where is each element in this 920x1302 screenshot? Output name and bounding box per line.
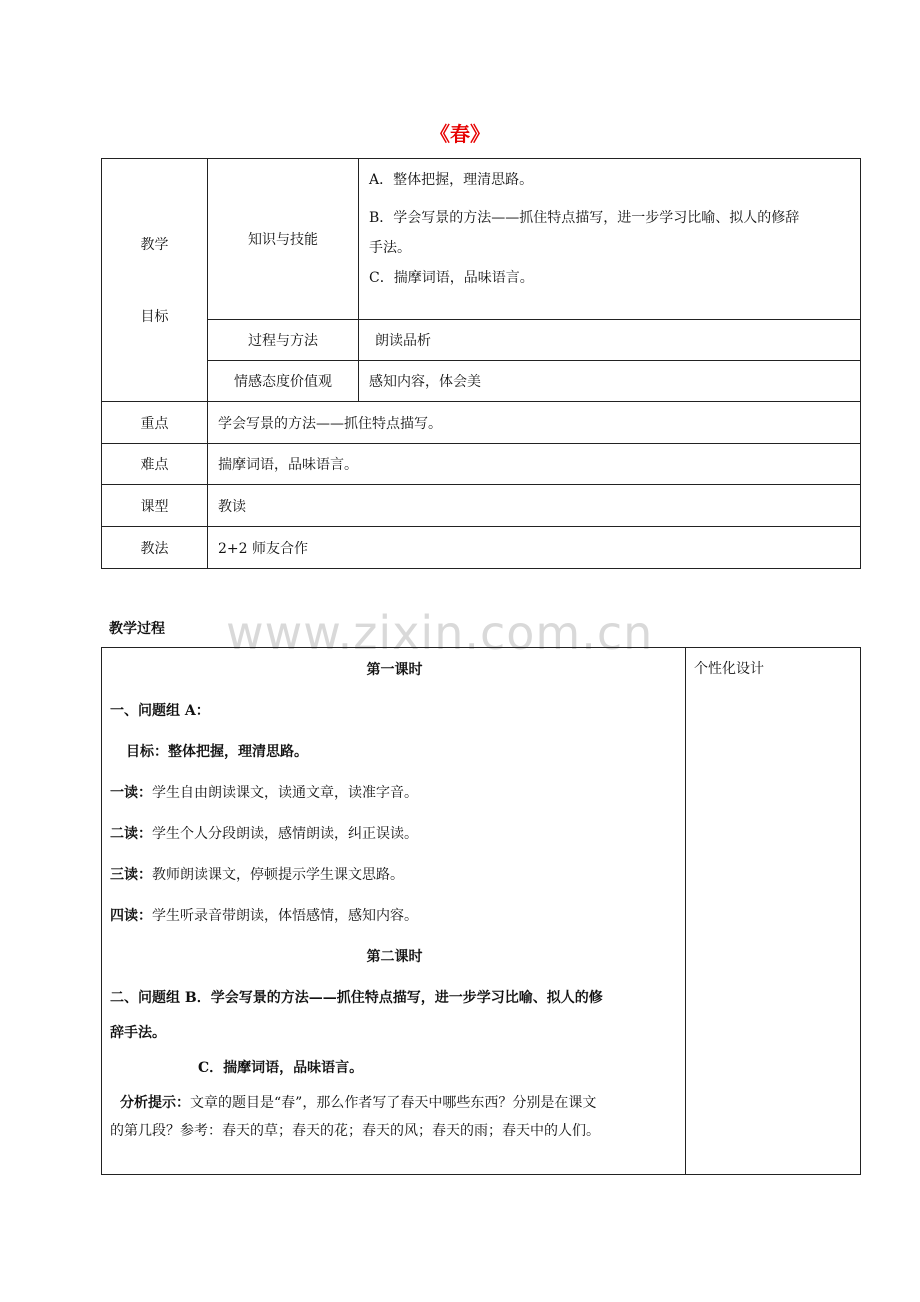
knowledge-item-b-cont: 手法。: [369, 240, 411, 256]
read-2: [110, 824, 679, 844]
read-3-label: 三读：: [110, 867, 152, 883]
process-method-value: 朗读品析: [359, 319, 861, 360]
read-4-text: 学生听录音带朗读，体悟感情，感知内容。: [152, 908, 418, 924]
group-b-line2: 辞手法。: [110, 1025, 166, 1041]
goal-label-1: 教学: [140, 237, 169, 253]
document-title: 《春》: [430, 122, 490, 146]
teaching-goals-table: [101, 158, 861, 569]
knowledge-items: [359, 159, 861, 320]
read-4: [110, 906, 679, 926]
read-2-text: 学生个人分段朗读，感情朗读，纠正误读。: [152, 826, 418, 842]
section-label: 教学过程: [109, 621, 165, 637]
hint-line1: [110, 1093, 679, 1113]
group-a-heading: 一、问题组 A：: [110, 703, 210, 719]
personal-design-cell: [686, 648, 861, 1175]
process-content-cell: [102, 648, 686, 1175]
process-method-label: 过程与方法: [208, 319, 359, 360]
lesson-type-label: 课型: [102, 485, 208, 527]
goal-a: 目标：整体把握，理清思路。: [126, 744, 308, 760]
hint-line2: 的第几段？参考：春天的草；春天的花；春天的风；春天的雨；春天中的人们。: [110, 1123, 600, 1139]
emotion-value: 感知内容，体会美: [359, 360, 861, 401]
read-1-label: 一读：: [110, 785, 152, 801]
read-2-label: 二读：: [110, 826, 152, 842]
hint-text1: 文章的题目是“春”，那么作者写了春天中哪些东西？分别是在课文: [190, 1095, 597, 1111]
teaching-process-table: [101, 647, 861, 1175]
hint-label: 分析提示：: [120, 1095, 190, 1111]
lesson-type-value: 教读: [208, 485, 861, 527]
knowledge-item-b: B．学会写景的方法——抓住特点描写，进一步学习比喻、拟人的修辞: [369, 210, 800, 226]
key-point-value: 学会写景的方法——抓住特点描写。: [208, 402, 861, 444]
goal-label-2: 目标: [140, 309, 169, 325]
knowledge-label: 知识与技能: [208, 159, 359, 320]
personal-design-header: 个性化设计: [694, 661, 765, 677]
lesson2-heading: 第二课时: [366, 949, 423, 965]
knowledge-item-c: C．揣摩词语，品味语言。: [369, 270, 534, 286]
teaching-method-label: 教法: [102, 527, 208, 569]
difficulty-label: 难点: [102, 444, 208, 485]
lesson1-heading: 第一课时: [366, 662, 423, 678]
goal-label-cell: [102, 159, 208, 402]
read-1: [110, 783, 679, 803]
read-4-label: 四读：: [110, 908, 152, 924]
teaching-method-value: 2+2 师友合作: [208, 527, 861, 569]
read-1-text: 学生自由朗读课文，读通文章，读准字音。: [152, 785, 418, 801]
group-b-line1: 二、问题组 B．学会写景的方法——抓住特点描写，进一步学习比喻、拟人的修: [110, 990, 603, 1006]
emotion-label: 情感态度价值观: [208, 360, 359, 401]
key-point-label: 重点: [102, 402, 208, 444]
read-3-text: 教师朗读课文，停顿提示学生课文思路。: [152, 867, 404, 883]
difficulty-value: 揣摩词语，品味语言。: [208, 444, 861, 485]
knowledge-item-a: A．整体把握，理清思路。: [369, 172, 534, 188]
group-c: C．揣摩词语，品味语言。: [198, 1060, 364, 1076]
watermark: www.zixin.com.cn: [226, 606, 654, 660]
read-3: [110, 865, 679, 885]
